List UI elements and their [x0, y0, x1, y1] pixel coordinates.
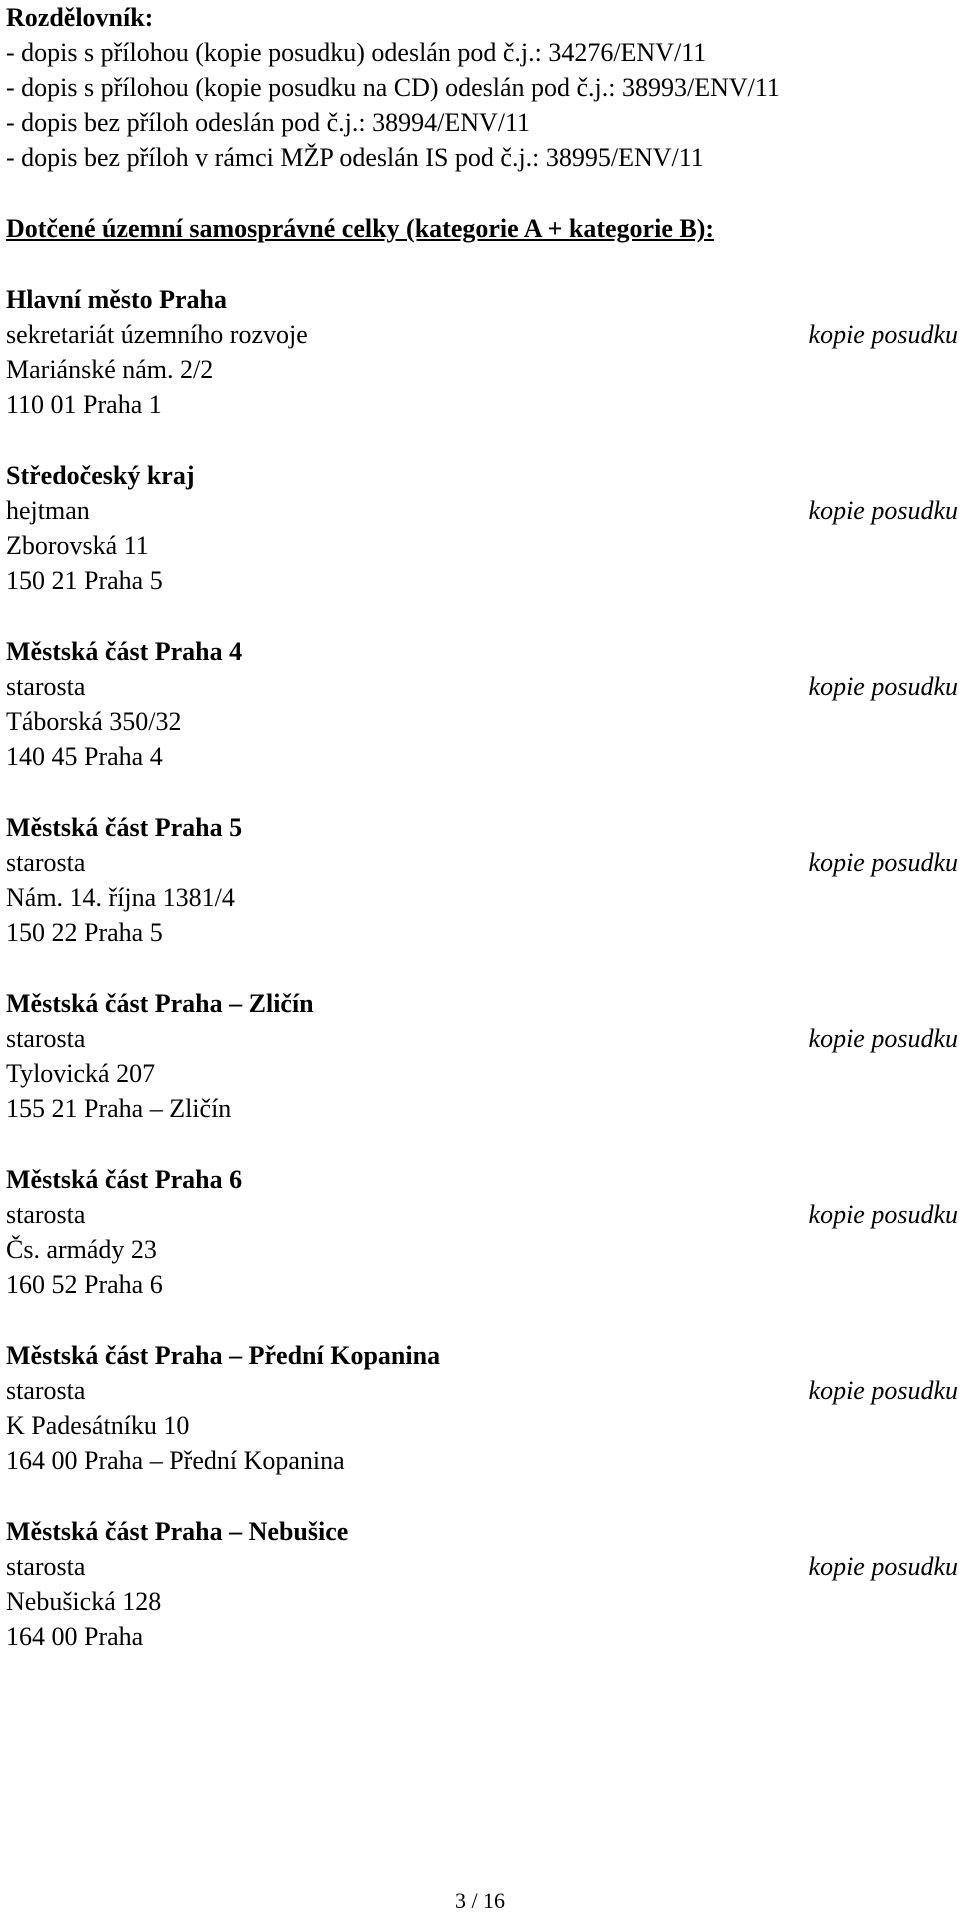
recipient-entry	[6, 634, 956, 774]
recipient-name: Městská část Praha 6	[6, 1165, 243, 1194]
affected-units-heading: Dotčené územní samosprávné celky (kategorie A + kategorie B):	[6, 214, 715, 243]
recipient-name: Městská část Praha – Přední Kopanina	[6, 1341, 441, 1370]
recipient-street: Táborská 350/32	[6, 707, 182, 736]
recipient-city: 150 22 Praha 5	[6, 918, 163, 947]
distribution-list	[6, 35, 956, 175]
recipient-name: Hlavní město Praha	[6, 285, 227, 314]
recipient-role: starosta	[6, 1024, 86, 1053]
distribution-heading: Rozdělovník:	[6, 3, 154, 32]
recipient-role: starosta	[6, 672, 86, 701]
recipient-role: starosta	[6, 848, 86, 877]
recipient-role: starosta	[6, 1552, 86, 1581]
recipient-street: Čs. armády 23	[6, 1235, 157, 1264]
recipient-name: Středočeský kraj	[6, 461, 195, 490]
distribution-item: - dopis s přílohou (kopie posudku na CD) odeslán pod č.j.: 38993/ENV/11	[6, 73, 780, 102]
distribution-item: - dopis bez příloh odeslán pod č.j.: 38994/ENV/11	[6, 108, 531, 137]
recipient-copy-note: kopie posudku	[808, 1376, 958, 1405]
recipient-city: 164 00 Praha – Přední Kopanina	[6, 1446, 345, 1475]
distribution-item: - dopis bez příloh v rámci MŽP odeslán IS pod č.j.: 38995/ENV/11	[6, 143, 704, 172]
recipient-entry	[6, 458, 956, 598]
recipient-copy-note: kopie posudku	[808, 848, 958, 877]
recipient-city: 110 01 Praha 1	[6, 390, 162, 419]
recipient-copy-note: kopie posudku	[808, 496, 958, 525]
recipient-copy-note: kopie posudku	[808, 1024, 958, 1053]
recipient-entry	[6, 1514, 956, 1654]
recipient-name: Městská část Praha – Nebušice	[6, 1517, 349, 1546]
recipient-street: Nám. 14. října 1381/4	[6, 883, 235, 912]
recipient-street: Nebušická 128	[6, 1587, 162, 1616]
recipient-street: Tylovická 207	[6, 1059, 156, 1088]
recipient-entry	[6, 1338, 956, 1478]
recipient-street: Mariánské nám. 2/2	[6, 355, 214, 384]
recipient-street: K Padesátníku 10	[6, 1411, 190, 1440]
recipient-name: Městská část Praha 5	[6, 813, 243, 842]
recipient-entry	[6, 810, 956, 950]
distribution-item: - dopis s přílohou (kopie posudku) odeslán pod č.j.: 34276/ENV/11	[6, 38, 707, 67]
recipient-role: starosta	[6, 1376, 86, 1405]
recipient-entry	[6, 1162, 956, 1302]
recipient-name: Městská část Praha – Zličín	[6, 989, 314, 1018]
recipient-street: Zborovská 11	[6, 531, 149, 560]
document-page	[6, 0, 956, 1690]
recipient-entry	[6, 282, 956, 422]
recipient-role: sekretariát územního rozvoje	[6, 320, 308, 349]
recipient-city: 160 52 Praha 6	[6, 1270, 163, 1299]
recipient-city: 150 21 Praha 5	[6, 566, 163, 595]
recipient-list	[6, 282, 956, 1654]
recipient-city: 155 21 Praha – Zličín	[6, 1094, 232, 1123]
recipient-copy-note: kopie posudku	[808, 1200, 958, 1229]
page-number: 3 / 16	[454, 1888, 506, 1913]
recipient-copy-note: kopie posudku	[808, 672, 958, 701]
recipient-name: Městská část Praha 4	[6, 637, 243, 666]
recipient-city: 140 45 Praha 4	[6, 742, 163, 771]
recipient-role: hejtman	[6, 496, 90, 525]
recipient-copy-note: kopie posudku	[808, 320, 958, 349]
recipient-role: starosta	[6, 1200, 86, 1229]
recipient-city: 164 00 Praha	[6, 1622, 144, 1651]
recipient-entry	[6, 986, 956, 1126]
recipient-copy-note: kopie posudku	[808, 1552, 958, 1581]
